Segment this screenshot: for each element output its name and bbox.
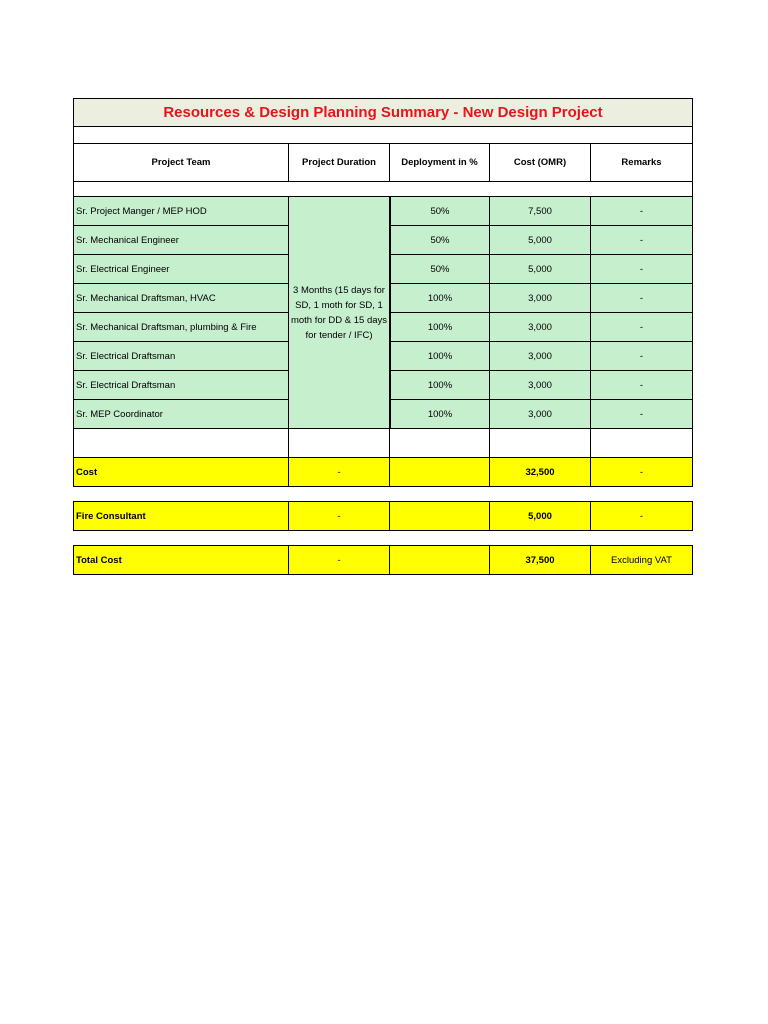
header-project-team: Project Team [73, 144, 289, 182]
remarks-value: - [591, 371, 693, 400]
fire-consultant-remarks: - [591, 502, 693, 531]
team-values-columns [390, 197, 693, 429]
remarks-value: - [591, 255, 693, 284]
deployment-value: 100% [390, 400, 490, 429]
cost-value: 5,000 [490, 255, 591, 284]
remarks-value: - [591, 226, 693, 255]
cost-value: 3,000 [490, 284, 591, 313]
cost-value: 3,000 [490, 313, 591, 342]
team-member-name: Sr. Mechanical Draftsman, plumbing & Fire [73, 313, 289, 342]
blank-cell [490, 429, 591, 458]
fire-consultant-label: Fire Consultant [73, 502, 289, 531]
total-cost-row [73, 545, 693, 575]
blank-cell [390, 429, 490, 458]
cost-remarks: - [591, 458, 693, 487]
fire-consultant-duration: - [289, 502, 390, 531]
deployment-value: 50% [390, 255, 490, 284]
cost-value: 3,000 [490, 400, 591, 429]
total-cost-remarks: Excluding VAT [591, 546, 693, 575]
deployment-value: 100% [390, 342, 490, 371]
team-member-name: Sr. Mechanical Engineer [73, 226, 289, 255]
total-cost-duration: - [289, 546, 390, 575]
blank-cell [73, 429, 289, 458]
title-spacer [73, 127, 693, 143]
row-separator [73, 487, 693, 501]
team-member-name: Sr. Electrical Engineer [73, 255, 289, 284]
remarks-value: - [591, 342, 693, 371]
remarks-value: - [591, 284, 693, 313]
sheet-title: Resources & Design Planning Summary - New Design Project [73, 98, 693, 127]
blank-cell [591, 429, 693, 458]
header-remarks: Remarks [591, 144, 693, 182]
cost-value: 7,500 [490, 197, 591, 226]
deployment-value: 50% [390, 226, 490, 255]
cost-duration: - [289, 458, 390, 487]
cost-deployment [390, 458, 490, 487]
blank-row [73, 429, 693, 458]
header-spacer [73, 182, 693, 196]
header-cost: Cost (OMR) [490, 144, 591, 182]
header-deployment: Deployment in % [390, 144, 490, 182]
remarks-value: - [591, 197, 693, 226]
header-row [73, 143, 693, 182]
project-duration-merged-cell: 3 Months (15 days for SD, 1 moth for SD, 1 moth for DD & 15 days for tender / IFC) [289, 197, 390, 429]
team-member-name: Sr. Electrical Draftsman [73, 342, 289, 371]
deployment-value: 100% [390, 284, 490, 313]
cost-label: Cost [73, 458, 289, 487]
team-member-name: Sr. Mechanical Draftsman, HVAC [73, 284, 289, 313]
cost-value: 5,000 [490, 226, 591, 255]
fire-consultant-deployment [390, 502, 490, 531]
cost-total-value: 32,500 [490, 458, 591, 487]
team-name-column [73, 197, 289, 429]
remarks-value: - [591, 400, 693, 429]
deployment-value: 100% [390, 313, 490, 342]
cost-row [73, 458, 693, 487]
total-cost-label: Total Cost [73, 546, 289, 575]
team-member-name: Sr. MEP Coordinator [73, 400, 289, 429]
summary-sheet [73, 98, 693, 575]
header-project-duration: Project Duration [289, 144, 390, 182]
total-cost-deployment [390, 546, 490, 575]
total-cost-value: 37,500 [490, 546, 591, 575]
team-table [73, 196, 693, 429]
cost-value: 3,000 [490, 342, 591, 371]
fire-consultant-row [73, 501, 693, 531]
blank-cell [289, 429, 390, 458]
deployment-value: 100% [390, 371, 490, 400]
fire-consultant-cost: 5,000 [490, 502, 591, 531]
deployment-value: 50% [390, 197, 490, 226]
team-member-name: Sr. Electrical Draftsman [73, 371, 289, 400]
remarks-value: - [591, 313, 693, 342]
team-member-name: Sr. Project Manger / MEP HOD [73, 197, 289, 226]
row-separator [73, 531, 693, 545]
cost-value: 3,000 [490, 371, 591, 400]
